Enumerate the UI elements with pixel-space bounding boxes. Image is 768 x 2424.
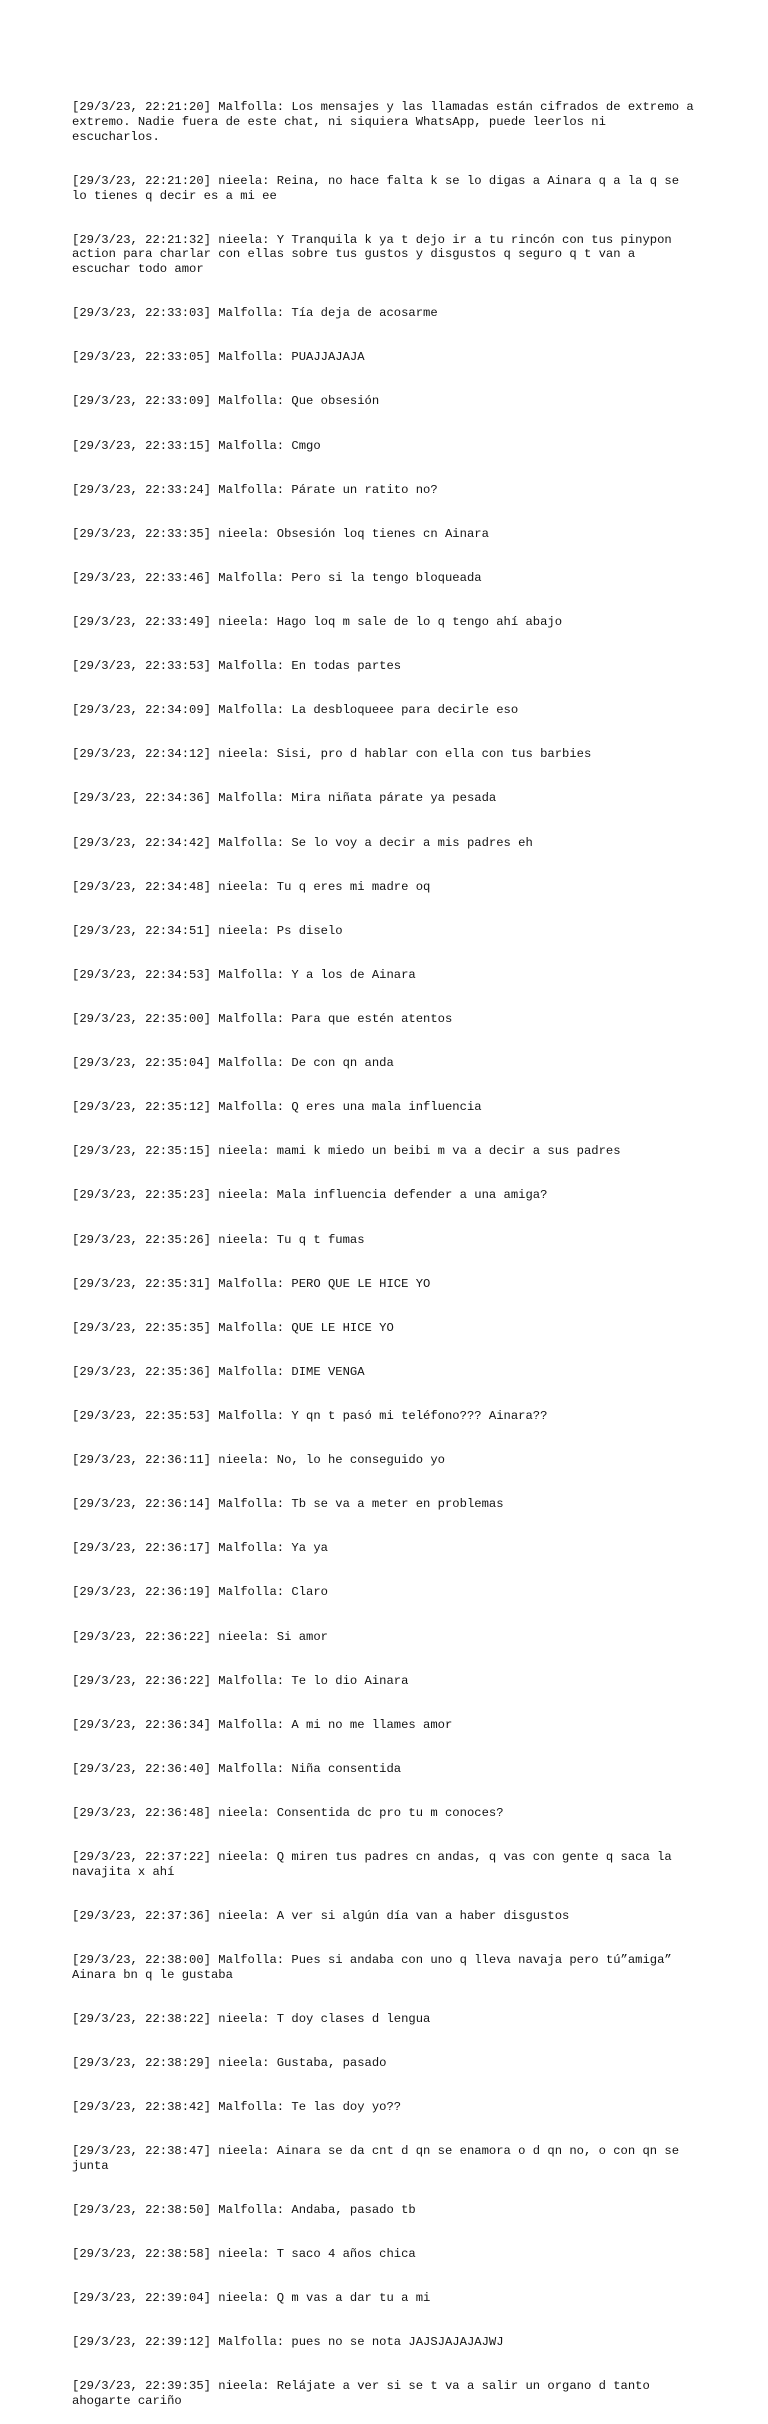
chat-message: [29/3/23, 22:38:58] nieela: T saco 4 años chica (72, 2247, 416, 2262)
chat-message: [29/3/23, 22:35:04] Malfolla: De con qn anda (72, 1056, 394, 1071)
chat-message: [29/3/23, 22:36:48] nieela: Consentida dc pro tu m conoces? (72, 1805, 504, 1820)
chat-message: [29/3/23, 22:36:22] Malfolla: Te lo dio Ainara (72, 1673, 409, 1688)
chat-message: [29/3/23, 22:35:12] Malfolla: Q eres una mala influencia (72, 1100, 482, 1115)
chat-message: [29/3/23, 22:38:50] Malfolla: Andaba, pasado tb (72, 2202, 416, 2217)
chat-message: [29/3/23, 22:36:34] Malfolla: A mi no me llames amor (72, 1717, 453, 1732)
chat-message: [29/3/23, 22:35:23] nieela: Mala influencia defender a una amiga? (72, 1188, 548, 1203)
chat-message: [29/3/23, 22:35:00] Malfolla: Para que estén atentos (72, 1012, 453, 1026)
chat-message: [29/3/23, 22:37:22] nieela: Q miren tus padres cn andas, q vas con gente q saca la navajita x ahí (72, 1850, 680, 1879)
chat-message: [29/3/23, 22:36:17] Malfolla: Ya ya (72, 1541, 328, 1556)
chat-message: [29/3/23, 22:33:05] Malfolla: PUAJJAJAJA (72, 350, 365, 365)
chat-message: [29/3/23, 22:35:31] Malfolla: PERO QUE LE HICE YO (72, 1276, 431, 1291)
chat-message: [29/3/23, 22:21:20] Malfolla: Los mensajes y las llamadas están cifrados de extremo a extremo. Nadie fuera de este chat, ni siquiera WhatsApp, puede leerlos ni escucharlos. (72, 100, 701, 144)
chat-message: [29/3/23, 22:39:35] nieela: Relájate a ver si se t va a salir un organo d tanto ahogarte cariño (72, 2379, 658, 2409)
chat-message: [29/3/23, 22:35:36] Malfolla: DIME VENGA (72, 1364, 365, 1379)
chat-transcript (72, 71, 700, 2424)
chat-message: [29/3/23, 22:33:15] Malfolla: Cmgo (72, 438, 321, 453)
chat-message: [29/3/23, 22:36:14] Malfolla: Tb se va a meter en problemas (72, 1497, 504, 1512)
chat-message: [29/3/23, 22:37:36] nieela: A ver si algún día van a haber disgustos (72, 1908, 570, 1923)
chat-message: [29/3/23, 22:35:35] Malfolla: QUE LE HICE YO (72, 1320, 394, 1335)
chat-message: [29/3/23, 22:38:00] Malfolla: Pues si andaba con uno q lleva navaja pero tú”amiga” Ainara bn q le gustaba (72, 1953, 680, 1982)
chat-message: [29/3/23, 22:35:15] nieela: mami k miedo un beibi m va a decir a sus padres (72, 1144, 621, 1159)
chat-message: [29/3/23, 22:38:29] nieela: Gustaba, pasado (72, 2055, 387, 2070)
chat-message: [29/3/23, 22:34:48] nieela: Tu q eres mi madre oq (72, 879, 431, 894)
chat-message: [29/3/23, 22:35:26] nieela: Tu q t fumas (72, 1232, 365, 1247)
chat-message: [29/3/23, 22:34:53] Malfolla: Y a los de Ainara (72, 967, 416, 982)
chat-message: [29/3/23, 22:38:47] nieela: Ainara se da cnt d qn se enamora o d qn no, o con qn se junta (72, 2144, 687, 2173)
chat-message: [29/3/23, 22:38:42] Malfolla: Te las doy yo?? (72, 2100, 402, 2115)
chat-message: [29/3/23, 22:21:20] nieela: Reina, no hace falta k se lo digas a Ainara q a la q se lo tienes q decir es a mi ee (72, 173, 687, 203)
chat-message: [29/3/23, 22:34:51] nieela: Ps diselo (72, 923, 343, 938)
chat-message: [29/3/23, 22:33:46] Malfolla: Pero si la tengo bloqueada (72, 570, 482, 585)
chat-message: [29/3/23, 22:38:22] nieela: T doy clases d lengua (72, 2011, 431, 2026)
chat-message: [29/3/23, 22:33:53] Malfolla: En todas partes (72, 659, 402, 674)
chat-message: [29/3/23, 22:33:49] nieela: Hago loq m sale de lo q tengo ahí abajo (72, 615, 563, 630)
chat-message: [29/3/23, 22:39:04] nieela: Q m vas a dar tu a mi (72, 2291, 431, 2306)
chat-message: [29/3/23, 22:34:42] Malfolla: Se lo voy a decir a mis padres eh (72, 835, 533, 850)
chat-message: [29/3/23, 22:34:36] Malfolla: Mira niñata párate ya pesada (72, 791, 497, 806)
chat-message: [29/3/23, 22:36:22] nieela: Si amor (72, 1629, 328, 1644)
chat-message: [29/3/23, 22:34:12] nieela: Sisi, pro d hablar con ella con tus barbies (72, 747, 592, 762)
chat-message: [29/3/23, 22:36:11] nieela: No, lo he conseguido yo (72, 1453, 445, 1468)
chat-message: [29/3/23, 22:34:09] Malfolla: La desbloqueee para decirle eso (72, 703, 519, 718)
chat-message: [29/3/23, 22:35:53] Malfolla: Y qn t pasó mi teléfono??? Ainara?? (72, 1408, 548, 1423)
chat-message: [29/3/23, 22:33:24] Malfolla: Párate un ratito no? (72, 482, 438, 497)
chat-message: [29/3/23, 22:33:03] Malfolla: Tía deja de acosarme (72, 306, 438, 321)
chat-message: [29/3/23, 22:33:09] Malfolla: Que obsesión (72, 394, 380, 409)
chat-message: [29/3/23, 22:39:12] Malfolla: pues no se nota JAJSJAJAJAJWJ (72, 2335, 504, 2350)
chat-message: [29/3/23, 22:36:19] Malfolla: Claro (72, 1585, 328, 1600)
chat-message: [29/3/23, 22:21:32] nieela: Y Tranquila k ya t dejo ir a tu rincón con tus pinypon action para charlar con ellas sobre tus gustos y disgustos q seguro q t van a escuchar todo amor (72, 232, 680, 277)
chat-message: [29/3/23, 22:36:40] Malfolla: Niña consentida (72, 1761, 402, 1776)
chat-message: [29/3/23, 22:33:35] nieela: Obsesión loq tienes cn Ainara (72, 526, 489, 541)
